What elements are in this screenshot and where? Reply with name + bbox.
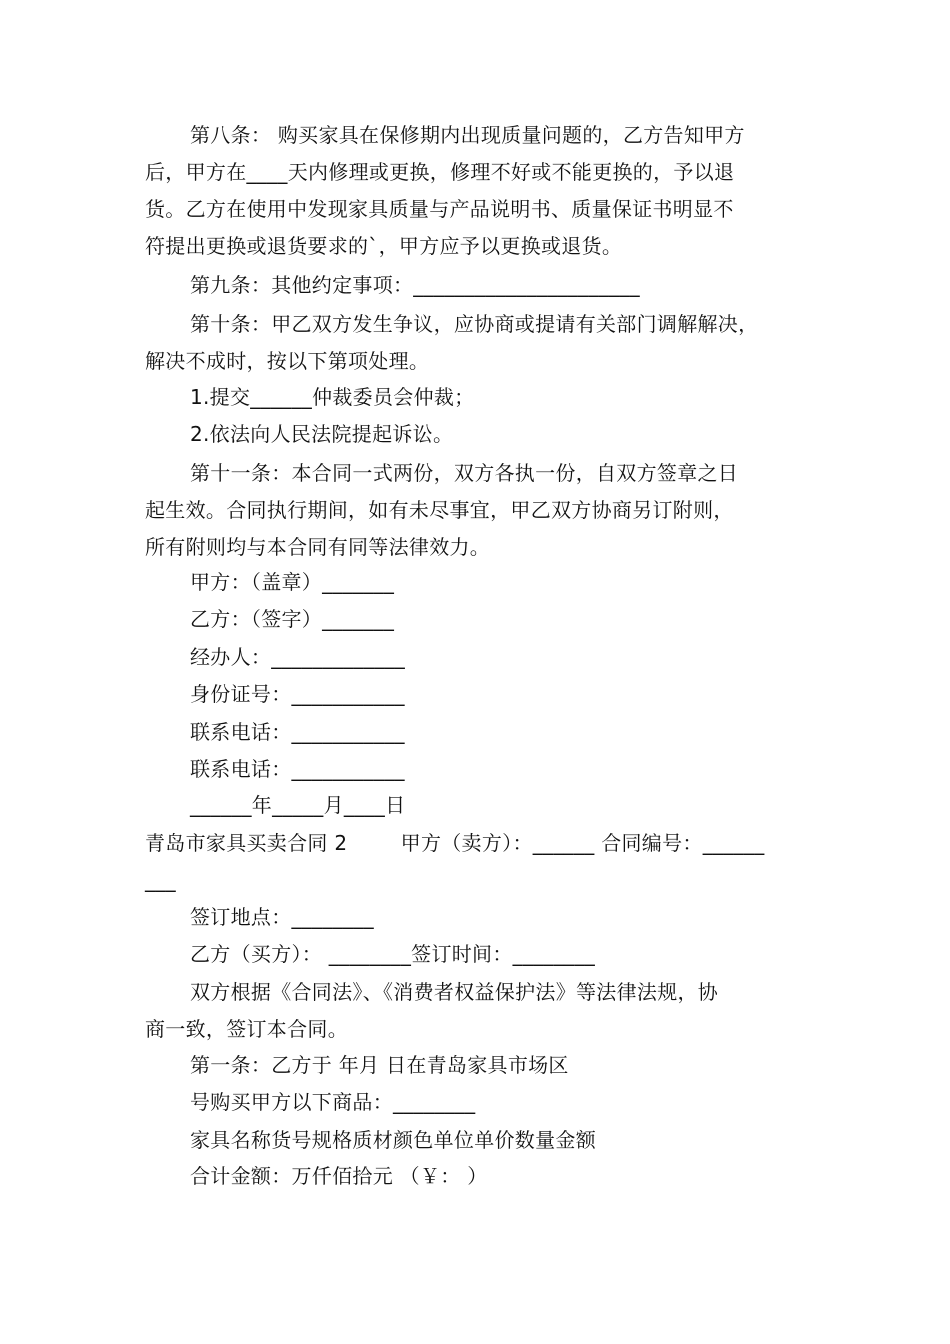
article-11-line-1: 第十一条：本合同一式两份，双方各执一份，自双方签章之日: [190, 461, 739, 485]
article-11-line-2: 起生效。合同执行期间，如有未尽事宜，甲乙双方协商另订附则，: [145, 498, 734, 522]
preamble-line-1: 双方根据《合同法》、《消费者权益保护法》等法律法规，协: [190, 980, 719, 1004]
article-11-line-3: 所有附则均与本合同有同等法律效力。: [145, 535, 491, 559]
option-1-line: 1.提交______仲裁委员会仲裁；: [190, 385, 475, 409]
handler-line: 经办人：_____________: [190, 645, 406, 669]
preamble-line-2: 商一致，签订本合同。: [145, 1017, 348, 1041]
id-number-line: 身份证号：___________: [190, 682, 405, 706]
article-1-line-2: 号购买甲方以下商品：________: [190, 1090, 476, 1114]
total-amount-line: 合计金额：万仟佰拾元 （￥： ）: [190, 1164, 488, 1188]
article-8-line-4: 符提出更换或退货要求的`，甲方应予以更换或退货。: [145, 234, 623, 258]
article-1-line-1: 第一条：乙方于 年月 日在青岛家具市场区: [190, 1053, 569, 1077]
phone-line-1: 联系电话：___________: [190, 720, 405, 744]
article-8-line-3: 货。乙方在使用中发现家具质量与产品说明书、质量保证书明显不: [145, 197, 734, 221]
contract-2-header-line: 青岛市家具买卖合同 2 甲方（卖方）：______ 合同编号：______: [145, 831, 765, 855]
article-10-line-2: 解决不成时，按以下第项处理。: [145, 349, 430, 373]
party-b-sign-line: 乙方：（签字）_______: [190, 607, 395, 631]
article-8-line-2: 后，甲方在____天内修理或更换，修理不好或不能更换的，予以退: [145, 160, 735, 184]
contract-number-continuation: ___: [145, 868, 176, 892]
party-b-buyer-line: 乙方（买方）： ________签订时间：________: [190, 942, 596, 966]
date-line: ______年_____月____日: [190, 793, 406, 817]
goods-table-header: 家具名称货号规格质材颜色单位单价数量金额: [190, 1128, 596, 1152]
article-9-line: 第九条：其他约定事项：______________________: [190, 273, 640, 297]
party-a-seal-line: 甲方：（盖章）_______: [190, 570, 395, 594]
signing-place-line: 签订地点：________: [190, 905, 374, 929]
phone-line-2: 联系电话：___________: [190, 757, 405, 781]
article-8-line-1: 第八条： 购买家具在保修期内出现质量问题的，乙方告知甲方: [190, 123, 745, 147]
article-10-line-1: 第十条：甲乙双方发生争议，应协商或提请有关部门调解解决，: [190, 312, 759, 336]
option-2-line: 2.依法向人民法院提起诉讼。: [190, 422, 454, 446]
